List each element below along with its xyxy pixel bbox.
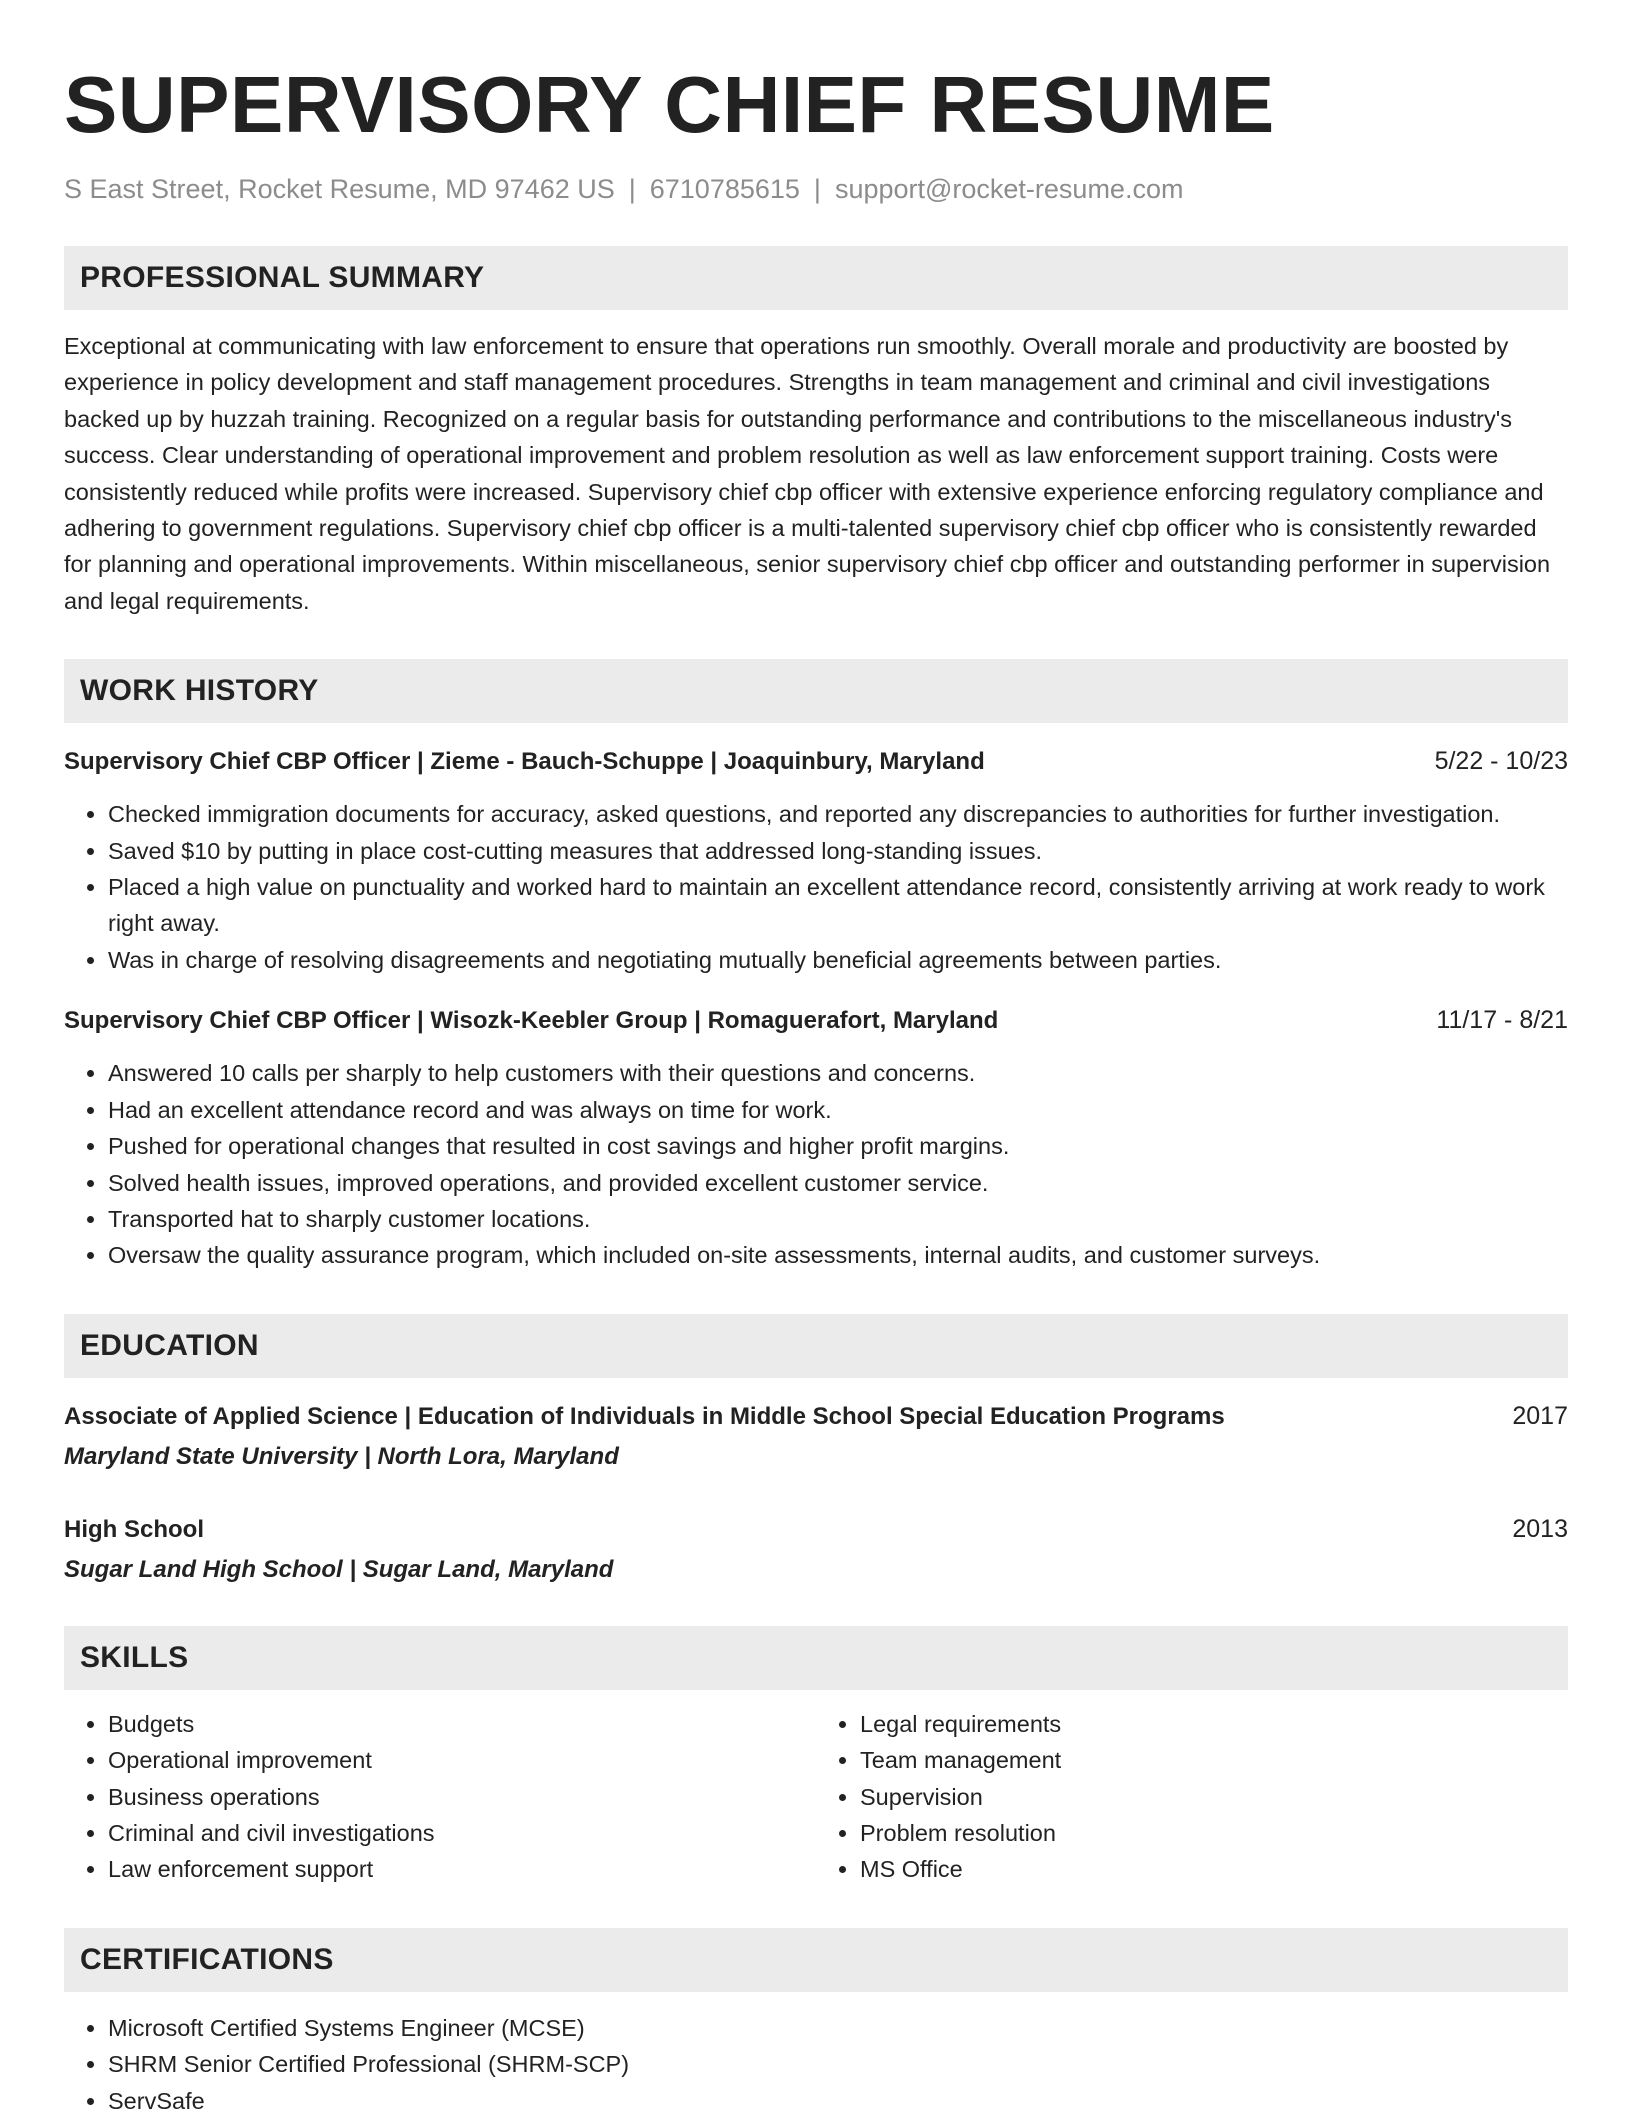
skill-item: • Criminal and civil investigations [108, 1815, 816, 1851]
job-bullets [64, 796, 1568, 978]
education-school: Maryland State University | North Lora, Maryland [64, 1442, 619, 1470]
job-bullet: • Answered 10 calls per sharply to help customers with their questions and concerns. [108, 1055, 1568, 1091]
skills-column-left [64, 1706, 816, 1888]
job-entry [64, 745, 1568, 978]
job-entry [64, 1004, 1568, 1273]
section-heading-skills: SKILLS [64, 1626, 1568, 1690]
job-bullet: • Pushed for operational changes that resulted in cost savings and higher profit margins. [108, 1128, 1568, 1164]
contact-separator: | [628, 174, 636, 204]
section-heading-work: WORK HISTORY [64, 659, 1568, 723]
education-entry [64, 1513, 1568, 1586]
education-year: 2013 [1512, 1514, 1568, 1543]
section-heading-certifications: CERTIFICATIONS [64, 1928, 1568, 1992]
education-degree: Associate of Applied Science | Education of Individuals in Middle School Special Education Programs [64, 1402, 1225, 1430]
resume-title: SUPERVISORY CHIEF RESUME [64, 60, 1275, 149]
skill-item: • Problem resolution [860, 1815, 1568, 1851]
contact-line [64, 172, 1568, 206]
job-bullet: • Was in charge of resolving disagreements and negotiating mutually beneficial agreements between parties. [108, 942, 1568, 978]
summary-text: Exceptional at communicating with law enforcement to ensure that operations run smoothly. Overall morale and productivity are boosted by experience in policy development and staff management procedures. Strengths in team management and criminal and civil investigations backed up by huzzah training. Recognized on a regular basis for outstanding performance and contributions to the miscellaneous industry's success. Clear understanding of operational improvement and problem resolution as well as law enforcement support training. Costs were consistently reduced while profits were increased. Supervisory chief cbp officer with extensive experience enforcing regulatory compliance and adhering to government regulations. Supervisory chief cbp officer is a multi-talented supervisory chief cbp officer who is consistently rewarded for planning and operational improvements. Within miscellaneous, senior supervisory chief cbp officer and outstanding performer in supervision and legal requirements. [64, 333, 1551, 614]
skill-item: • Team management [860, 1742, 1568, 1778]
job-title: Supervisory Chief CBP Officer | Zieme - Bauch-Schuppe | Joaquinbury, Maryland [64, 748, 985, 776]
skill-item: • MS Office [860, 1851, 1568, 1887]
job-dates: 5/22 - 10/23 [1434, 747, 1568, 776]
certification-item: • ServSafe [108, 2083, 1568, 2119]
certification-item: • Microsoft Certified Systems Engineer (MCSE) [108, 2010, 1568, 2046]
skill-item: • Budgets [108, 1706, 816, 1742]
education-school: Sugar Land High School | Sugar Land, Maryland [64, 1555, 614, 1583]
job-bullet: • Transported hat to sharply customer locations. [108, 1201, 1568, 1237]
skill-item: • Business operations [108, 1779, 816, 1815]
certifications-list [64, 2010, 1568, 2119]
job-bullet: • Saved $10 by putting in place cost-cutting measures that addressed long-standing issues. [108, 833, 1568, 869]
skill-item: • Operational improvement [108, 1742, 816, 1778]
skill-item: • Legal requirements [860, 1706, 1568, 1742]
job-bullet: • Oversaw the quality assurance program, which included on-site assessments, internal audits, and customer surveys. [108, 1237, 1568, 1273]
skills-column-right [816, 1706, 1568, 1888]
contact-address: S East Street, Rocket Resume, MD 97462 US [64, 174, 615, 204]
education-year: 2017 [1512, 1401, 1568, 1430]
job-bullets [64, 1055, 1568, 1273]
skills-list [64, 1706, 1568, 1888]
section-heading-summary: PROFESSIONAL SUMMARY [64, 246, 1568, 310]
contact-phone: 6710785615 [649, 174, 800, 204]
job-bullet: • Had an excellent attendance record and was always on time for work. [108, 1092, 1568, 1128]
education-degree: High School [64, 1515, 204, 1543]
skill-item: • Supervision [860, 1779, 1568, 1815]
job-bullet: • Checked immigration documents for accuracy, asked questions, and reported any discrepancies to authorities for further investigation. [108, 796, 1568, 832]
skill-item: • Law enforcement support [108, 1851, 816, 1887]
job-bullet: • Placed a high value on punctuality and worked hard to maintain an excellent attendance record, consistently arriving at work ready to work right away. [108, 869, 1568, 942]
section-heading-education: EDUCATION [64, 1314, 1568, 1378]
certification-item: • SHRM Senior Certified Professional (SHRM-SCP) [108, 2046, 1568, 2082]
contact-email: support@rocket-resume.com [834, 174, 1184, 204]
job-bullet: • Solved health issues, improved operations, and provided excellent customer service. [108, 1165, 1568, 1201]
contact-separator: | [813, 174, 821, 204]
job-title: Supervisory Chief CBP Officer | Wisozk-Keebler Group | Romaguerafort, Maryland [64, 1007, 999, 1035]
education-entry [64, 1400, 1568, 1473]
job-dates: 11/17 - 8/21 [1436, 1006, 1568, 1035]
